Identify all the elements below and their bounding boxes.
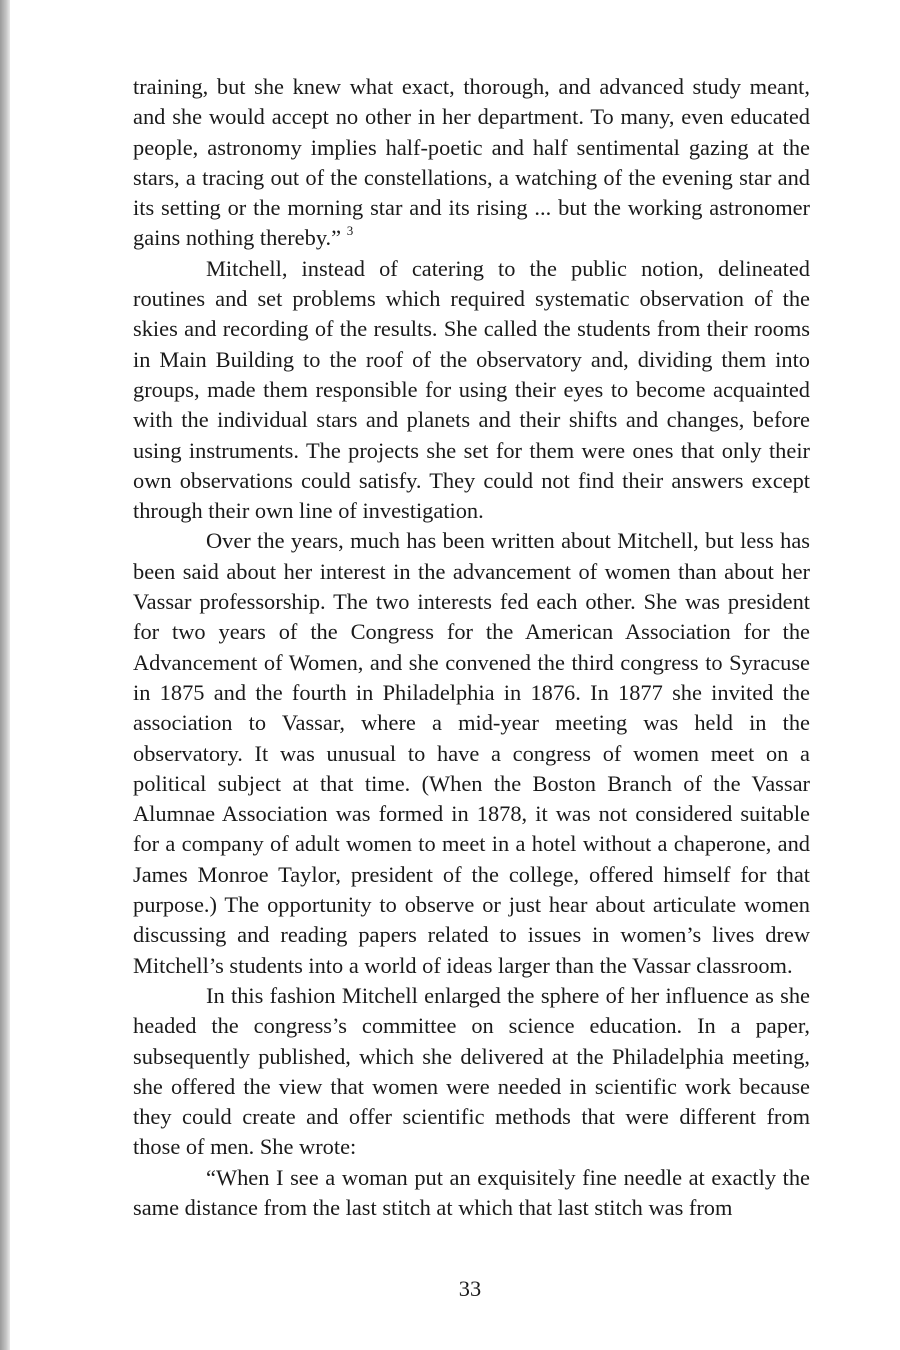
paragraph-4: In this fashion Mitchell enlarged the sphere of her influence as she headed the congress’s committee on science education. In a paper, subsequently published, which she delivered at the Philadelphia meeting, she offered the view that women were needed in scientific work because they could create and offer scientific methods that were different from those of men. She wrote: [133, 982, 810, 1160]
paragraph-2: Mitchell, instead of catering to the public notion, delineated routines and set problems which required systematic observation of the skies and recording of the results. She called the students from their rooms in Main Building to the roof of the observatory and, dividing them into groups, made them responsible for using their eyes to become acquainted with the individual stars and planets and their shifts and changes, before using instruments. The projects she set for them were ones that only their own observations could satisfy. They could not find their answers except through their own line of investigation. [133, 255, 810, 524]
body-text [133, 72, 810, 1223]
paragraph-1-text: training, but she knew what exact, thorough, and advanced study meant, and she would accept no other in her department. To many, even educated people, astronomy implies half-poetic and half sentimental gazing at the stars, a tracing out of the constellations, a watching of the evening star and its setting or the morning star and its rising ... but the working astronomer gains nothing thereby.” [133, 74, 810, 251]
paragraph-3: Over the years, much has been written about Mitchell, but less has been said about her interest in the advancement of women than about her Vassar professorship. The two interests fed each other. She was president for two years of the Congress for the American Association for the Advancement of Women, and she convened the third congress to Syracuse in 1875 and the fourth in Philadelphia in 1876. In 1877 she invited the association to Vassar, where a mid-year meeting was held in the observatory. It was unusual to have a congress of women meet on a political subject at that time. (When the Boston Branch of the Vassar Alumnae Association was formed in 1878, it was not considered suitable for a company of adult women to meet in a hotel without a chaperone, and James Monroe Taylor, president of the college, offered himself for that purpose.) The opportunity to observe or just hear about articulate women discussing and reading papers related to issues in women’s lives drew Mitchell’s students into a world of ideas larger than the Vassar classroom. [133, 528, 810, 978]
book-binding-edge [0, 0, 10, 1350]
paragraph-1 [133, 72, 810, 254]
footnote-reference: 3 [346, 223, 354, 239]
page-number: 33 [458, 1276, 482, 1301]
paragraph-5: “When I see a woman put an exquisitely fine needle at exactly the same distance from the last stitch at which that last stitch was from [133, 1164, 810, 1220]
